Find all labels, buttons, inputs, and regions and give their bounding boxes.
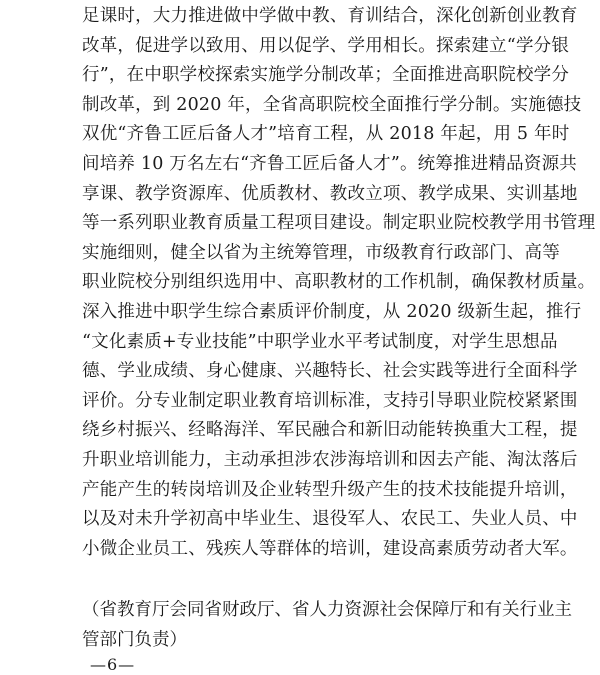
- paragraph-line: 德、学业成绩、身心健康、兴趣特长、社会实践等进行全面科学: [82, 361, 578, 382]
- responsibility-note: [82, 596, 572, 655]
- paragraph-line: 以及对未升学初高中毕业生、退役军人、农民工、失业人员、中: [82, 509, 578, 530]
- paragraph-line: 小微企业员工、残疾人等群体的培训，建设高素质劳动者大军。: [82, 538, 578, 559]
- paragraph-line: 足课时，大力推进做中学做中教、育训结合，深化创新创业教育: [82, 6, 578, 26]
- paragraph-line: 评价。分专业制定职业教育培训标准，支持引导职业院校紧紧围: [82, 390, 578, 411]
- paragraph-line: 制改革，到 2020 年，全省高职院校全面推行学分制。实施德技: [82, 94, 582, 115]
- body-paragraph: [82, 2, 596, 564]
- paragraph-line: 职业院校分别组织选用中、高职教材的工作机制，确保教材质量。: [82, 272, 596, 293]
- paragraph-line: 升职业培训能力，主动承担涉农涉海培训和因去产能、淘汰落后: [82, 449, 578, 470]
- page-number: —6—: [90, 655, 136, 674]
- paragraph-line: 产能产生的转岗培训及企业转型升级产生的技术技能提升培训，: [82, 479, 578, 500]
- paragraph-line: 享课、教学资源库、优质教材、教改立项、教学成果、实训基地: [82, 183, 578, 204]
- note-line: （省教育厅会同省财政厅、省人力资源社会保障厅和有关行业主: [82, 600, 572, 620]
- paragraph-line: 双优“齐鲁工匠后备人才”培育工程，从 2018 年起，用 5 年时: [82, 124, 570, 145]
- paragraph-line: 绕乡村振兴、经略海洋、军民融合和新旧动能转换重大工程，提: [82, 420, 578, 441]
- paragraph-line: 改革，促进学以致用、用以促学、学用相长。探索建立“学分银: [82, 35, 570, 56]
- paragraph-line: 行”，在中职学校探索实施学分制改革；全面推进高职院校学分: [82, 65, 570, 86]
- note-line: 管部门负责）: [82, 629, 187, 650]
- paragraph-line: “文化素质+专业技能”中职学业水平考试制度，对学生思想品: [82, 331, 558, 352]
- paragraph-line: 间培养 10 万名左右“齐鲁工匠后备人才”。统筹推进精品资源共: [82, 153, 577, 174]
- paragraph-line: 实施细则，健全以省为主统筹管理，市级教育行政部门、高等: [82, 242, 560, 263]
- paragraph-line: 等一系列职业教育质量工程项目建设。制定职业院校教学用书管理: [82, 213, 596, 234]
- paragraph-line: 深入推进中职学生综合素质评价制度，从 2020 级新生起，推行: [82, 301, 582, 322]
